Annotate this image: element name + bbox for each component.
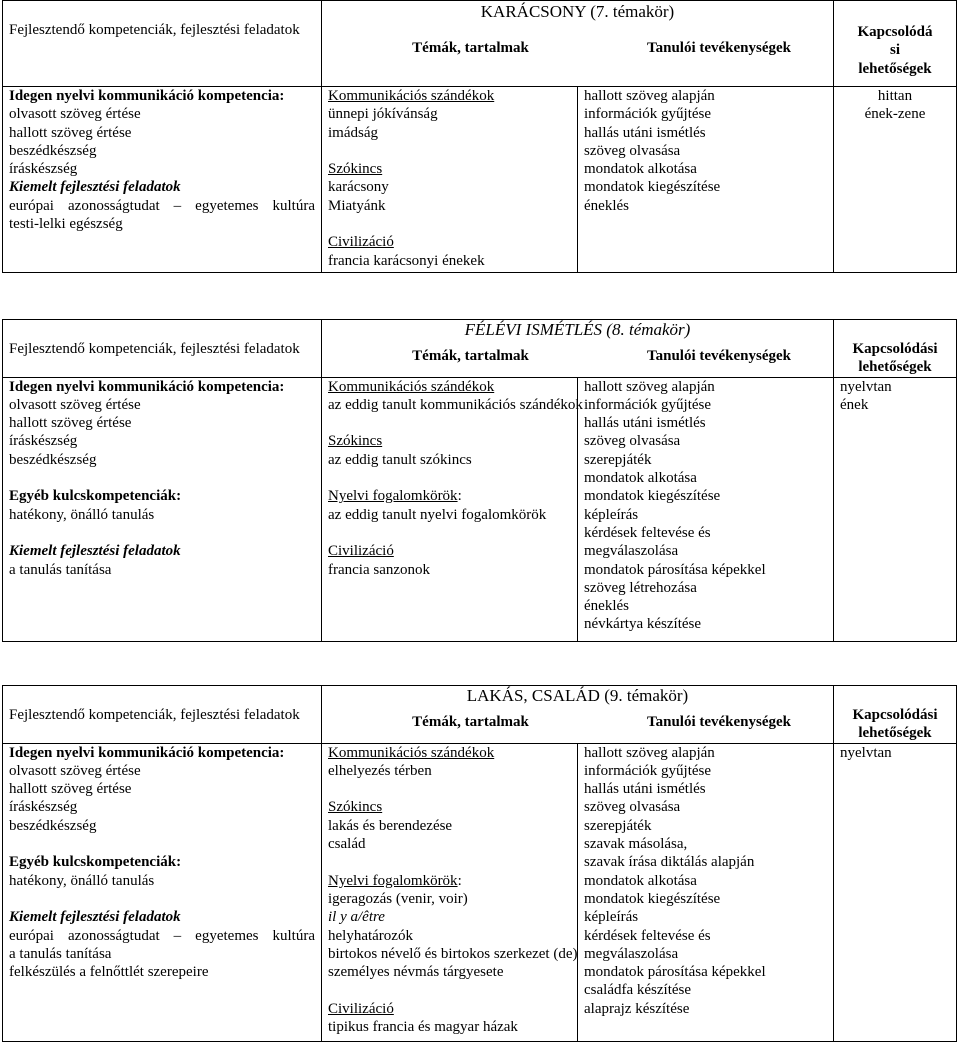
topic-heading-suffix: :: [457, 488, 462, 505]
other-item: hatékony, önálló tanulás: [9, 872, 155, 889]
topic-item: karácsony: [328, 179, 389, 196]
competency-item: hallott szöveg értése: [9, 415, 132, 432]
competency-lead: Idegen nyelvi kommunikáció kompetencia:: [9, 744, 285, 761]
links-header-line: Kapcsolódási: [852, 341, 938, 357]
activities-cell: [578, 743, 834, 1041]
special-item: európai azonosságtudat – egyetemes kultúra: [9, 197, 315, 214]
activity-item: kérdések feltevése és: [584, 524, 711, 541]
title-header-cell: [322, 686, 834, 744]
unit-table-lakas-csalad: [2, 685, 957, 1042]
activity-item: megválaszolása: [584, 543, 679, 560]
special-item: a tanulás tanítása: [9, 945, 112, 962]
topics-header: Témák, tartalmak: [412, 40, 529, 56]
activity-item: képleírás: [584, 506, 639, 523]
special-heading: Kiemelt fejlesztési feladatok: [9, 543, 181, 560]
competency-item: olvasott szöveg értése: [9, 396, 141, 413]
activity-item: névkártya készítése: [584, 616, 702, 633]
link-item: hittan: [877, 88, 913, 104]
link-item: nyelvtan: [840, 378, 892, 395]
activity-item: hallás utáni ismétlés: [584, 781, 706, 798]
competency-header-cell: [3, 320, 322, 378]
topic-item: elhelyezés térben: [328, 762, 432, 779]
links-header-line: Kapcsolódá: [857, 24, 933, 40]
activity-item: hallás utáni ismétlés: [584, 415, 706, 432]
topic-item: il y a/être: [328, 909, 385, 926]
activity-item: alaprajz készítése: [584, 1000, 690, 1017]
activity-item: hallás utáni ismétlés: [584, 124, 706, 141]
activity-item: szavak írása diktálás alapján: [584, 854, 755, 871]
topic-item: francia sanzonok: [328, 561, 431, 578]
topic-item: az eddig tanult szókincs: [328, 451, 472, 468]
competency-header-cell: [3, 686, 322, 744]
topic-heading: Kommunikációs szándékok: [328, 88, 495, 104]
activity-item: mondatok alkotása: [584, 470, 697, 487]
special-heading: Kiemelt fejlesztési feladatok: [9, 179, 181, 196]
activity-item: információk gyűjtése: [584, 396, 712, 413]
competency-header: Fejlesztendő kompetenciák, fejlesztési feladatok: [9, 22, 300, 38]
topic-heading: Nyelvi fogalomkörök: [328, 872, 458, 889]
links-header-line: si: [889, 42, 900, 59]
activity-item: képleírás: [584, 909, 639, 926]
links-header-cell: [834, 320, 957, 378]
activity-item: hallott szöveg alapján: [584, 744, 715, 761]
special-item: felkészülés a felnőttlét szerepeire: [9, 964, 209, 981]
link-item: ének-zene: [864, 106, 926, 123]
activities-header: Tanulói tevékenységek: [646, 714, 792, 730]
special-item: a tanulás tanítása: [9, 561, 112, 578]
activity-item: mondatok kiegészítése: [584, 890, 721, 907]
topic-item: francia karácsonyi énekek: [328, 252, 485, 269]
unit-title: KARÁCSONY (7. témakör): [480, 2, 675, 21]
activity-item: szerepjáték: [584, 451, 652, 468]
activity-item: hallott szöveg alapján: [584, 88, 715, 104]
topic-item: az eddig tanult kommunikációs szándékok: [328, 396, 583, 413]
topics-header: Témák, tartalmak: [412, 348, 529, 364]
links-cell: [834, 743, 957, 1041]
topic-item: lakás és berendezése: [328, 817, 453, 834]
activity-item: szöveg olvasása: [584, 799, 681, 816]
activity-item: éneklés: [584, 598, 629, 615]
competency-cell: [3, 743, 322, 1041]
activity-item: szöveg létrehozása: [584, 579, 697, 596]
competency-lead: Idegen nyelvi kommunikáció kompetencia:: [9, 378, 285, 395]
activity-item: mondatok kiegészítése: [584, 488, 721, 505]
activity-item: mondatok kiegészítése: [584, 179, 721, 196]
title-header-cell: [322, 1, 834, 87]
links-header-cell: [834, 686, 957, 744]
activity-item: megválaszolása: [584, 945, 679, 962]
competency-item: beszédkészség: [9, 451, 97, 468]
topic-item: ünnepi jókívánság: [328, 106, 438, 123]
topic-heading: Civilizáció: [328, 543, 394, 560]
unit-table-karacsony: [2, 0, 957, 273]
topic-item: család: [328, 836, 366, 853]
activity-item: éneklés: [584, 197, 629, 214]
topics-header: Témák, tartalmak: [412, 714, 529, 730]
topics-cell: [322, 377, 583, 641]
links-header-line: lehetőségek: [858, 359, 932, 376]
activity-item: mondatok alkotása: [584, 161, 697, 178]
competency-header: Fejlesztendő kompetenciák, fejlesztési feladatok: [9, 707, 300, 723]
activity-item: szöveg olvasása: [584, 433, 681, 450]
activity-item: szöveg olvasása: [584, 142, 681, 159]
activity-item: információk gyűjtése: [584, 106, 712, 123]
topic-heading: Kommunikációs szándékok: [328, 744, 495, 761]
links-cell: [834, 87, 957, 273]
activities-header: Tanulói tevékenységek: [646, 40, 792, 56]
activities-header: Tanulói tevékenységek: [646, 348, 792, 364]
links-header-line: lehetőségek: [858, 60, 932, 77]
topic-heading: Kommunikációs szándékok: [328, 378, 495, 395]
activity-item: szavak másolása,: [584, 836, 688, 853]
competency-header-cell: [3, 1, 322, 87]
competency-item: íráskészség: [9, 799, 78, 816]
topic-item: Miatyánk: [328, 197, 386, 214]
topic-heading: Nyelvi fogalomkörök: [328, 488, 458, 505]
activity-item: kérdések feltevése és: [584, 927, 711, 944]
unit-table-felevi-ismetles: [2, 319, 957, 642]
competency-header: Fejlesztendő kompetenciák, fejlesztési feladatok: [9, 341, 300, 357]
links-header-line: Kapcsolódási: [852, 707, 938, 723]
other-heading: Egyéb kulcskompetenciák:: [9, 488, 182, 505]
topic-heading: Civilizáció: [328, 234, 394, 251]
competency-cell: [3, 377, 322, 641]
activity-item: családfa készítése: [584, 982, 692, 999]
links-header-cell: [834, 1, 957, 87]
topic-item: tipikus francia és magyar házak: [328, 1019, 518, 1036]
unit-title: FÉLÉVI ISMÉTLÉS (8. témakör): [464, 320, 691, 339]
activity-item: mondatok párosítása képekkel: [584, 964, 766, 981]
topics-cell: [322, 87, 578, 273]
competency-item: íráskészség: [9, 433, 78, 450]
competency-item: beszédkészség: [9, 817, 97, 834]
activity-item: szerepjáték: [584, 817, 652, 834]
title-header-cell: [322, 320, 834, 378]
topics-cell: [322, 743, 578, 1041]
topic-heading-suffix: :: [457, 872, 462, 889]
topic-heading: Szókincs: [328, 433, 383, 450]
link-item: ének: [840, 396, 869, 413]
competency-item: beszédkészség: [9, 142, 97, 159]
special-heading: Kiemelt fejlesztési feladatok: [9, 909, 181, 926]
other-item: hatékony, önálló tanulás: [9, 506, 155, 523]
special-item: testi-lelki egészség: [9, 216, 123, 233]
activities-cell: [578, 377, 834, 641]
activity-item: információk gyűjtése: [584, 762, 712, 779]
topic-item: az eddig tanult nyelvi fogalomkörök: [328, 506, 547, 523]
activity-item: hallott szöveg alapján: [584, 378, 715, 395]
link-item: nyelvtan: [840, 744, 892, 761]
unit-title: LAKÁS, CSALÁD (9. témakör): [466, 686, 689, 705]
activities-cell: [578, 87, 834, 273]
competency-item: hallott szöveg értése: [9, 781, 132, 798]
competency-item: olvasott szöveg értése: [9, 106, 141, 123]
competency-item: olvasott szöveg értése: [9, 762, 141, 779]
competency-cell: [3, 87, 322, 273]
topic-item: igeragozás (venir, voir): [328, 890, 468, 907]
topic-item: személyes névmás tárgyesete: [328, 964, 504, 981]
special-item: európai azonosságtudat – egyetemes kultúra: [9, 927, 315, 944]
links-header-line: lehetőségek: [858, 725, 932, 742]
competency-item: íráskészség: [9, 161, 78, 178]
topic-item: helyhatározók: [328, 927, 413, 944]
other-heading: Egyéb kulcskompetenciák:: [9, 854, 182, 871]
competency-item: hallott szöveg értése: [9, 124, 132, 141]
topic-item: birtokos névelő és birtokos szerkezet (de): [328, 945, 578, 962]
activity-item: mondatok párosítása képekkel: [584, 561, 766, 578]
topic-heading: Szókincs: [328, 161, 383, 178]
competency-lead: Idegen nyelvi kommunikáció kompetencia:: [9, 88, 285, 104]
topic-heading: Szókincs: [328, 799, 383, 816]
topic-item: imádság: [328, 124, 378, 141]
links-cell: [834, 377, 957, 641]
activity-item: mondatok alkotása: [584, 872, 697, 889]
topic-heading: Civilizáció: [328, 1000, 394, 1017]
